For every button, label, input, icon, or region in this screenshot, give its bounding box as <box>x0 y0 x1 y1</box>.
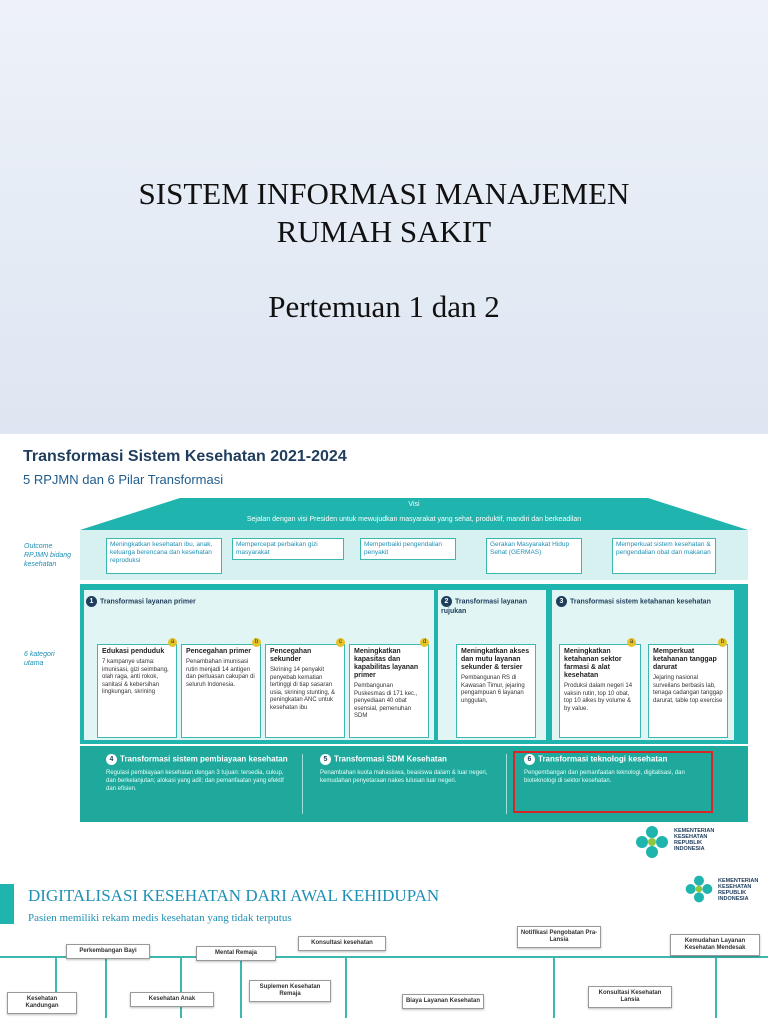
timeline-item: Kesehatan Anak <box>130 992 214 1007</box>
outcome-item: Gerakan Masyarakat Hidup Sehat (GERMAS) <box>486 538 582 574</box>
category-card: Meningkatkan ketahanan sektor farmasi & alat kesehatan Produksi dalam negeri 14 vaksin rutin, top 10 obat, top 10 alkes by volume & by value. <box>559 644 641 738</box>
timeline-item: Kemudahan Layanan Kesehatan Mendesak <box>670 934 760 956</box>
slide2-subtitle: 5 RPJMN dan 6 Pilar Transformasi <box>23 472 224 487</box>
timeline-item: Notifikasi Pengobatan Pra-Lansia <box>517 926 601 948</box>
category-card: Meningkatkan kapasitas dan kapabilitas layanan primer Pembangunan Puskesmas di 171 kec., penyediaan 40 obat esensial, pemenuhan SDM <box>349 644 429 738</box>
timeline-stem <box>553 958 555 1018</box>
category-card: Edukasi penduduk 7 kampanye utama: imunisasi, gizi seimbang, olah raga, anti rokok, sanitasi & kebersihan lingkungan, skrining <box>97 644 177 738</box>
category-card: Meningkatkan akses dan mutu layanan sekunder & tersier Pembangunan RS di Kawasan Timur, jejaring pengampuan 6 layanan unggulan, <box>456 644 536 738</box>
divider <box>302 754 303 814</box>
pillar-heading: 2 Transformasi layanan rujukan <box>441 598 527 615</box>
kemenkes-logo-icon <box>684 874 714 904</box>
category-card: Pencegahan sekunder Skrining 14 penyakit penyebab kematian tertinggi di tiap sasaran usia, skrining stunting, & peningkatan ANC untuk kesehatan ibu <box>265 644 345 738</box>
timeline-item: Konsultasi kesehatan <box>298 936 386 951</box>
visi-label: Visi <box>408 501 420 508</box>
timeline-item: Suplemen Kesehatan Remaja <box>249 980 331 1002</box>
divider <box>506 754 507 814</box>
card-badge: c <box>336 638 345 647</box>
kategori-label: 6 kategori utama <box>24 651 55 667</box>
slide2-title: Transformasi Sistem Kesehatan 2021-2024 <box>23 448 347 465</box>
title-slide <box>0 0 768 434</box>
slide3-title: DIGITALISASI KESEHATAN DARI AWAL KEHIDUPAN <box>28 886 440 905</box>
timeline-stem <box>345 958 347 1018</box>
house-roof <box>80 492 748 532</box>
digitalization-slide <box>0 866 768 1024</box>
timeline-item: Konsultasi Kesehatan Lansia <box>588 986 672 1008</box>
slide3-subtitle: Pasien memiliki rekam medis kesehatan yang tidak terputus <box>28 912 292 924</box>
outcome-item: Memperbaiki pengendalian penyakit <box>360 538 456 560</box>
timeline-stem <box>715 958 717 1018</box>
outcome-label: Outcome RPJMN bidang kesehatan <box>24 543 72 568</box>
kemenkes-logo-text: KEMENTERIAN KESEHATAN REPUBLIK INDONESIA <box>718 878 759 902</box>
card-badge: b <box>252 638 261 647</box>
transformation-slide <box>0 434 768 866</box>
card-badge: d <box>420 638 429 647</box>
kemenkes-logo-icon <box>634 824 670 860</box>
pillar-bottom: 4 Transformasi sistem pembiayaan kesehatan Regulasi pembiayaan kesehatan dengan 3 tujuan: tersedia, cukup, dan berkelanjutan; alokasi yang adil; dan pemanfaatan yang efektif dan efisien. <box>106 754 288 792</box>
slide-title-line2: RUMAH SAKIT <box>276 214 492 249</box>
visi-text: Sejalan dengan visi Presiden untuk mewujudkan masyarakat yang sehat, produktif, mandiri dan berkeadilan <box>246 516 582 523</box>
timeline-item: Kesehatan Kandungan <box>7 992 77 1014</box>
slide-subtitle: Pertemuan 1 dan 2 <box>268 289 500 324</box>
highlight-box <box>513 751 713 813</box>
pillar-heading: 1 Transformasi layanan primer <box>86 596 286 607</box>
timeline-item: Mental Remaja <box>196 946 276 961</box>
pillar-bottom: 5 Transformasi SDM Kesehatan Penambahan kuota mahasiswa, beasiswa dalam & luar negeri, kemudahan penyetaraan nakes lulusan luar negeri. <box>320 754 488 784</box>
timeline-stem <box>105 958 107 1018</box>
pillar-bottom: 6 Transformasi teknologi kesehatan Pengembangan dan pemanfaatan teknologi, digitalisasi, dan bioteknologi di sektor kesehatan. <box>524 754 685 784</box>
kemenkes-logo-text: KEMENTERIAN KESEHATAN REPUBLIK INDONESIA <box>674 828 715 852</box>
timeline-item: Perkembangan Bayi <box>66 944 150 959</box>
slide-title-line1: SISTEM INFORMASI MANAJEMEN <box>138 176 630 211</box>
accent-bar <box>0 884 14 924</box>
timeline-item: Biaya Layanan Kesehatan <box>402 994 484 1009</box>
pillar-heading: 3 Transformasi sistem ketahanan kesehatan <box>556 596 732 607</box>
card-badge: b <box>718 638 727 647</box>
category-card: Pencegahan primer Penambahan imunisasi rutin menjadi 14 antigen dan perluasan cakupan di seluruh Indonesia. <box>181 644 261 738</box>
timeline-stem <box>240 958 242 1018</box>
outcome-item: Memperkuat sistem kesehatan & pengendalian obat dan makanan <box>612 538 716 574</box>
timeline-stem <box>180 958 182 1018</box>
category-card: Memperkuat ketahanan tanggap darurat Jejaring nasional surveilans berbasis lab, tenaga cadangan tanggap darurat, table top exercise <box>648 644 728 738</box>
card-badge: a <box>168 638 177 647</box>
outcome-item: Mempercepat perbaikan gizi masyarakat <box>232 538 344 560</box>
outcome-item: Meningkatkan kesehatan ibu, anak, keluarga berencana dan kesehatan reproduksi <box>106 538 222 574</box>
card-badge: a <box>627 638 636 647</box>
